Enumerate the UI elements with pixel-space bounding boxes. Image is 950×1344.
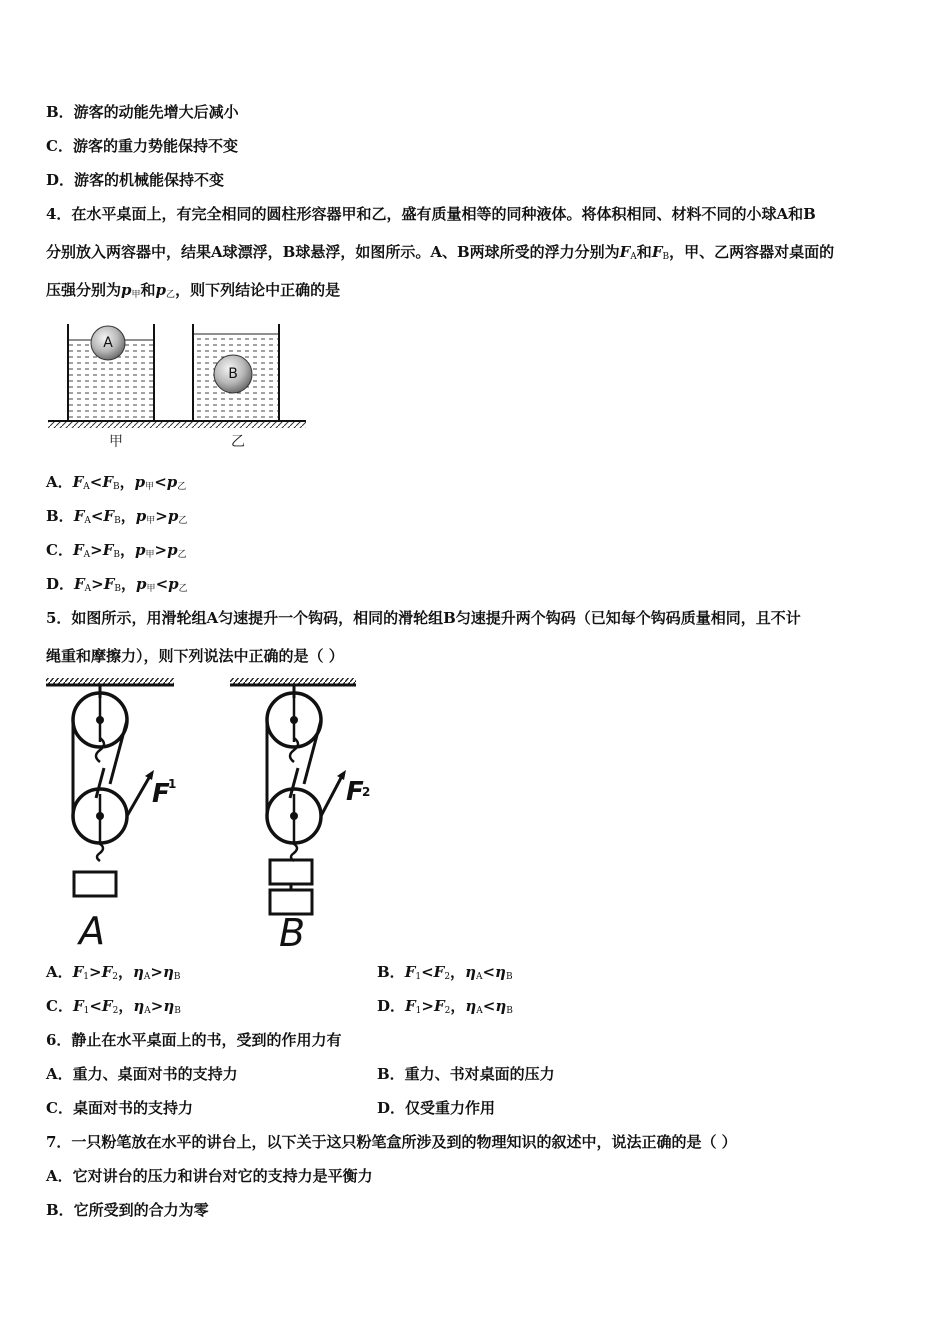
q5c-eta-b-sub: B	[174, 1006, 181, 1016]
hook-weight-b1	[270, 860, 312, 884]
q4c-comma: ，	[119, 541, 135, 559]
q4-stem-line3-tail: ，则下列结论中正确的是	[175, 281, 341, 299]
q5b-f2: F	[433, 963, 445, 981]
q4-symbol-fa-sub: A	[630, 252, 637, 262]
q4-symbol-fb-sub: B	[662, 252, 670, 262]
q5b-eta-b: η	[495, 963, 506, 981]
q5b-eta-a-sub: A	[475, 972, 483, 982]
q5-stem-line2: 绳重和摩擦力），则下列说法中正确的是（ ）	[46, 647, 344, 665]
q4-stem-line2-text: 分别放入两容器中，结果A球漂浮，B球悬浮，如图所示。A、B两球所受的浮力分别为	[46, 243, 620, 261]
q4a-p-jia-sub: 甲	[145, 482, 155, 492]
q5a-rel1: >	[89, 963, 102, 981]
q5b-f1-sub: 1	[415, 972, 422, 982]
q5c-f2-sub: 2	[112, 1006, 119, 1016]
system-a-label: A	[79, 909, 105, 953]
q5c-eta-a-sub: A	[144, 1006, 151, 1016]
force-label-f2-sub: 2	[362, 785, 371, 799]
q5a-eta-a: η	[133, 963, 144, 981]
q4a-prefix: A．	[46, 473, 73, 491]
q4c-fb-sub: B	[113, 550, 120, 560]
q4c-prefix: C．	[46, 541, 73, 559]
q5b-eta-b-sub: B	[505, 972, 513, 982]
q7-option-b: B．它所受到的合力为零	[46, 1201, 209, 1219]
q4b-p-yi: p	[167, 507, 179, 525]
q4-and: 和	[636, 243, 652, 261]
q5c-eta-a: η	[133, 997, 145, 1015]
q4c-p-jia: p	[134, 541, 146, 559]
q5a-f2: F	[101, 963, 113, 981]
q4b-rel2: >	[155, 507, 168, 525]
q4-stem-line3	[46, 280, 340, 305]
q5a-f1: F	[72, 963, 84, 981]
q4d-prefix: D．	[46, 575, 75, 593]
ball-a-label: A	[103, 335, 113, 351]
q5-option-b	[377, 962, 513, 987]
q7-stem: 7．一只粉笔放在水平的讲台上，以下关于这只粉笔盒所涉及到的物理知识的叙述中，说法正确的是（ ）	[46, 1133, 737, 1151]
q5d-f1: F	[405, 997, 416, 1015]
q4d-rel2: <	[155, 575, 169, 593]
q5b-rel2: <	[482, 963, 496, 981]
q4-symbol-fa: F	[619, 243, 631, 261]
q5c-rel2: >	[150, 997, 164, 1015]
q4d-fa: F	[74, 575, 85, 593]
force-label-f2: F	[346, 777, 364, 807]
q5d-eta-a: η	[465, 997, 477, 1015]
force-label-f1-sub: 1	[168, 777, 177, 791]
q4-option-d	[46, 574, 188, 599]
q5d-eta-b-sub: B	[506, 1006, 513, 1016]
q4b-prefix: B．	[46, 507, 74, 525]
q4a-comma: ，	[119, 473, 135, 491]
q5c-f2: F	[101, 997, 113, 1015]
q4d-comma: ，	[121, 575, 137, 593]
q4-and-2: 和	[140, 281, 156, 299]
q5a-eta-b-sub: B	[173, 972, 181, 982]
q4b-fb-sub: B	[114, 516, 121, 526]
q5-option-b-prefix: B．	[377, 963, 405, 981]
q6-option-a: A．重力、桌面对书的支持力	[46, 1065, 238, 1083]
q5b-eta-a: η	[465, 963, 476, 981]
q6-option-d: D．仅受重力作用	[377, 1099, 496, 1117]
q5c-comma: ，	[118, 997, 134, 1015]
q4d-p-jia: p	[136, 575, 147, 593]
hook-weight-a	[74, 872, 116, 896]
q4a-p-jia: p	[134, 473, 146, 491]
q4-stem-line2-tail: ，甲、乙两容器对桌面的	[669, 243, 835, 261]
q5d-comma: ，	[450, 997, 466, 1015]
q5d-f2-sub: 2	[444, 1006, 451, 1016]
q5d-eta-a-sub: A	[476, 1006, 483, 1016]
q5d-eta-b: η	[495, 997, 507, 1015]
q5-option-a-prefix: A．	[46, 963, 73, 981]
q4c-fa: F	[72, 541, 84, 559]
q4a-fb-sub: B	[113, 482, 120, 492]
q4a-p-yi-sub: 乙	[177, 482, 187, 492]
q3-option-c: C．游客的重力势能保持不变	[46, 137, 238, 155]
q4-symbol-p-jia-sub: 甲	[131, 290, 141, 300]
table-hatching	[48, 422, 306, 428]
q4d-rel1: >	[91, 575, 104, 593]
q4b-p-jia-sub: 甲	[146, 516, 156, 526]
label-jia: 甲	[109, 434, 123, 450]
q4d-fa-sub: A	[84, 584, 92, 594]
q4b-p-jia: p	[135, 507, 147, 525]
q3-option-b: B．游客的动能先增大后减小	[46, 103, 239, 121]
q4-stem-line2	[46, 242, 834, 267]
q4c-p-yi-sub: 乙	[177, 550, 187, 560]
q6-option-b: B．重力、书对桌面的压力	[377, 1065, 555, 1083]
q4d-p-yi-sub: 乙	[178, 584, 188, 594]
q4-symbol-fb: F	[651, 243, 663, 261]
q5-option-c-prefix: C．	[46, 997, 73, 1015]
q4b-p-yi-sub: 乙	[178, 516, 188, 526]
system-b-label: B	[278, 911, 306, 955]
q4a-fa: F	[72, 473, 84, 491]
q3-option-d: D．游客的机械能保持不变	[46, 171, 225, 189]
q4b-rel1: <	[90, 507, 104, 525]
q5c-f1-sub: 1	[83, 1006, 90, 1016]
q4b-fa-sub: A	[84, 516, 91, 526]
label-yi: 乙	[231, 434, 245, 450]
q5-option-a	[46, 962, 181, 987]
q4a-fa-sub: A	[83, 482, 90, 492]
q5d-f1-sub: 1	[415, 1006, 422, 1016]
q5b-rel1: <	[421, 963, 434, 981]
q4a-rel1: <	[89, 473, 103, 491]
q5d-f2: F	[433, 997, 445, 1015]
q5-option-d-prefix: D．	[377, 997, 406, 1015]
q7-option-a: A．它对讲台的压力和讲台对它的支持力是平衡力	[46, 1167, 373, 1185]
q5b-f2-sub: 2	[444, 972, 451, 982]
q4-option-a	[46, 472, 186, 497]
q5-option-d	[377, 996, 513, 1021]
q4d-p-jia-sub: 甲	[146, 584, 156, 594]
q5a-eta-a-sub: A	[143, 972, 151, 982]
q4c-fb: F	[102, 541, 114, 559]
q4-option-b	[46, 506, 187, 531]
q4d-fb-sub: B	[114, 584, 122, 594]
q5-stem-line1: 5．如图所示，用滑轮组A匀速提升一个钩码，相同的滑轮组B匀速提升两个钩码（已知每个钩码质量相同，且不计	[46, 609, 801, 627]
q5a-comma: ，	[118, 963, 134, 981]
q4d-fb: F	[103, 575, 115, 593]
q5c-eta-b: η	[163, 997, 175, 1015]
ball-b-label: B	[228, 366, 238, 382]
q4c-rel2: >	[154, 541, 168, 559]
q6-option-c: C．桌面对书的支持力	[46, 1099, 193, 1117]
q4c-fa-sub: A	[83, 550, 91, 560]
q5b-comma: ，	[450, 963, 466, 981]
q5c-rel1: <	[89, 997, 102, 1015]
q4-containers-figure	[44, 318, 310, 452]
q5b-f1: F	[404, 963, 416, 981]
q4-symbol-p-yi: p	[155, 281, 167, 299]
q5a-f1-sub: 1	[83, 972, 90, 982]
q4a-rel2: <	[154, 473, 167, 491]
pulley-system-b	[230, 678, 356, 914]
q5d-rel1: >	[421, 997, 434, 1015]
q4b-fb: F	[103, 507, 115, 525]
q4-option-c	[46, 540, 187, 565]
q4c-rel1: >	[90, 541, 103, 559]
q4d-p-yi: p	[168, 575, 179, 593]
force-label-f1: F	[152, 779, 170, 809]
q6-stem: 6．静止在水平桌面上的书，受到的作用力有	[46, 1031, 342, 1049]
q5d-rel2: <	[482, 997, 496, 1015]
q4b-comma: ，	[120, 507, 136, 525]
q4c-p-jia-sub: 甲	[145, 550, 155, 560]
q5a-eta-b: η	[163, 963, 174, 981]
q4c-p-yi: p	[167, 541, 178, 559]
q4a-fb: F	[102, 473, 114, 491]
q4-stem-line3-text: 压强分别为	[46, 281, 122, 299]
q4-symbol-p-yi-sub: 乙	[166, 290, 176, 300]
q4-stem-line1: 4．在水平桌面上，有完全相同的圆柱形容器甲和乙，盛有质量相等的同种液体。将体积相同、材料不同的小球A和B	[46, 205, 816, 223]
q4a-p-yi: p	[166, 473, 178, 491]
q5c-f1: F	[72, 997, 84, 1015]
q4-symbol-p-jia: p	[121, 281, 132, 299]
q5-pulley-figure	[40, 676, 380, 956]
q5a-f2-sub: 2	[112, 972, 118, 982]
q5-option-c	[46, 996, 181, 1021]
q4b-fa: F	[73, 507, 85, 525]
q5a-rel2: >	[150, 963, 163, 981]
